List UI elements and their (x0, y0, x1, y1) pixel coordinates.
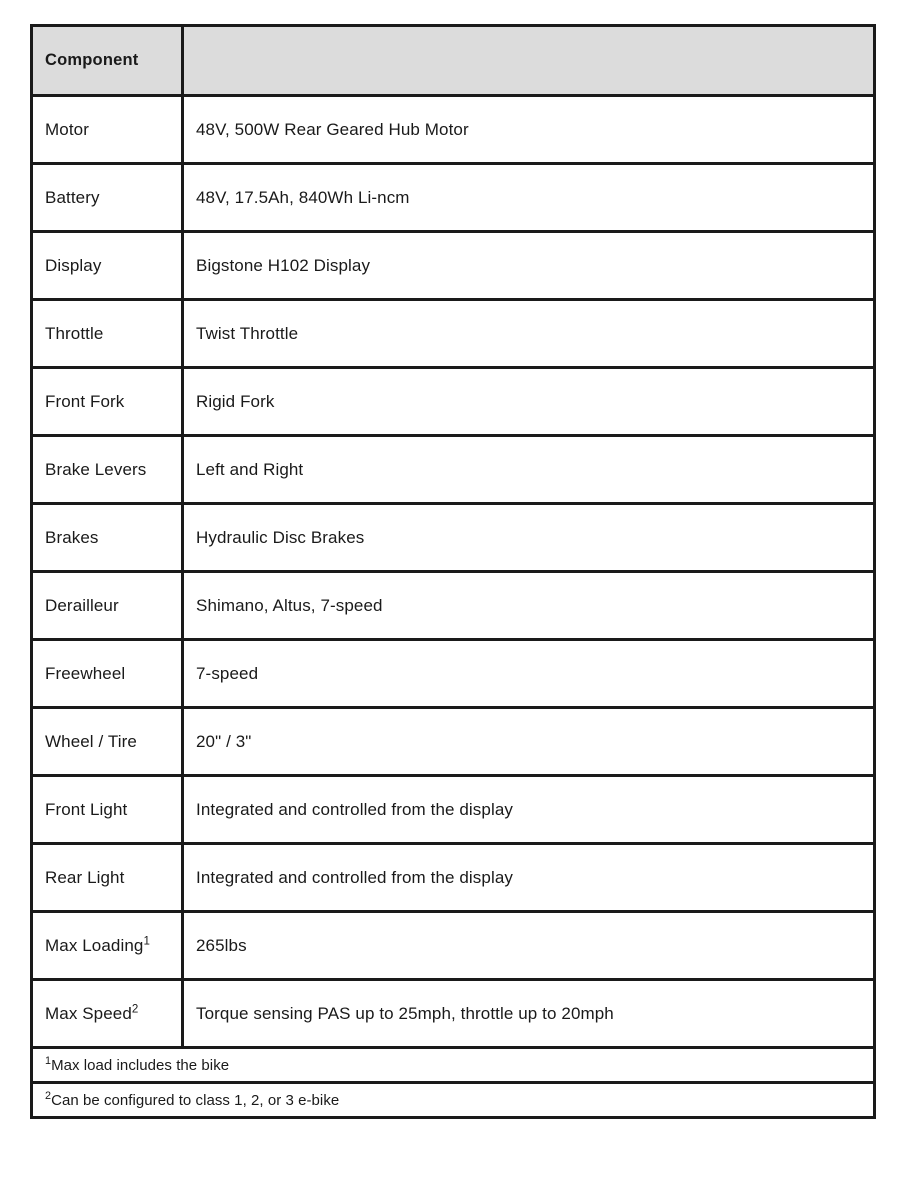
component-label: Max Speed (45, 1003, 132, 1023)
footnote-marker: 2 (131, 1002, 139, 1015)
component-label: Derailleur (45, 595, 119, 615)
component-label: Front Fork (45, 391, 125, 411)
component-label: Max Loading (45, 935, 144, 955)
cell-component-name (32, 640, 183, 708)
table-header (32, 26, 875, 96)
cell-component-value: Rigid Fork (183, 368, 875, 436)
cell-component-name (32, 96, 183, 164)
component-spec-table (30, 24, 876, 1119)
table-row (32, 96, 875, 164)
table-row (32, 368, 875, 436)
cell-component-value: Bigstone H102 Display (183, 232, 875, 300)
column-header-component: Component (32, 26, 183, 96)
cell-component-name (32, 232, 183, 300)
component-label: Wheel / Tire (45, 731, 137, 751)
cell-component-name (32, 572, 183, 640)
cell-component-value: 20" / 3" (183, 708, 875, 776)
component-label: Motor (45, 119, 89, 139)
cell-component-name (32, 300, 183, 368)
cell-component-value: Hydraulic Disc Brakes (183, 504, 875, 572)
table-row (32, 844, 875, 912)
footnote-marker: 1 (143, 934, 150, 947)
table-row (32, 504, 875, 572)
component-label: Display (45, 255, 102, 275)
table-row (32, 436, 875, 504)
footnote-cell (32, 1048, 875, 1083)
cell-component-value: Left and Right (183, 436, 875, 504)
table-header-row (32, 26, 875, 96)
component-label: Throttle (45, 323, 104, 343)
table-row (32, 980, 875, 1048)
table-row (32, 232, 875, 300)
cell-component-name (32, 436, 183, 504)
cell-component-value: Integrated and controlled from the display (183, 844, 875, 912)
component-label: Freewheel (45, 663, 126, 683)
table-row (32, 164, 875, 232)
cell-component-value: 7-speed (183, 640, 875, 708)
cell-component-name (32, 980, 183, 1048)
table-row (32, 572, 875, 640)
cell-component-value: Shimano, Altus, 7-speed (183, 572, 875, 640)
cell-component-value: 265lbs (183, 912, 875, 980)
footnote-text: Can be configured to class 1, 2, or 3 e-bike (51, 1091, 340, 1109)
cell-component-value: 48V, 17.5Ah, 840Wh Li-ncm (183, 164, 875, 232)
cell-component-value: 48V, 500W Rear Geared Hub Motor (183, 96, 875, 164)
footnote-marker: 2 (45, 1089, 52, 1102)
table-row (32, 300, 875, 368)
footnote-marker: 1 (45, 1054, 52, 1067)
table-row (32, 912, 875, 980)
component-label: Brakes (45, 527, 99, 547)
footnote-row (32, 1048, 875, 1083)
cell-component-name (32, 776, 183, 844)
cell-component-value: Torque sensing PAS up to 25mph, throttle up to 20mph (183, 980, 875, 1048)
table-row (32, 776, 875, 844)
component-label: Front Light (45, 799, 128, 819)
cell-component-name (32, 164, 183, 232)
cell-component-value: Twist Throttle (183, 300, 875, 368)
table-row (32, 640, 875, 708)
cell-component-value: Integrated and controlled from the display (183, 776, 875, 844)
table-body (32, 96, 875, 1118)
footnote-text: Max load includes the bike (51, 1056, 230, 1074)
table-row (32, 708, 875, 776)
cell-component-name (32, 708, 183, 776)
footnote-cell (32, 1083, 875, 1118)
component-label: Rear Light (45, 867, 125, 887)
component-label: Brake Levers (45, 459, 147, 479)
footnote-row (32, 1083, 875, 1118)
cell-component-name (32, 912, 183, 980)
cell-component-name (32, 844, 183, 912)
component-label: Battery (45, 187, 100, 207)
cell-component-name (32, 368, 183, 436)
cell-component-name (32, 504, 183, 572)
spec-table-container (30, 24, 873, 1119)
column-header-value (183, 26, 875, 96)
